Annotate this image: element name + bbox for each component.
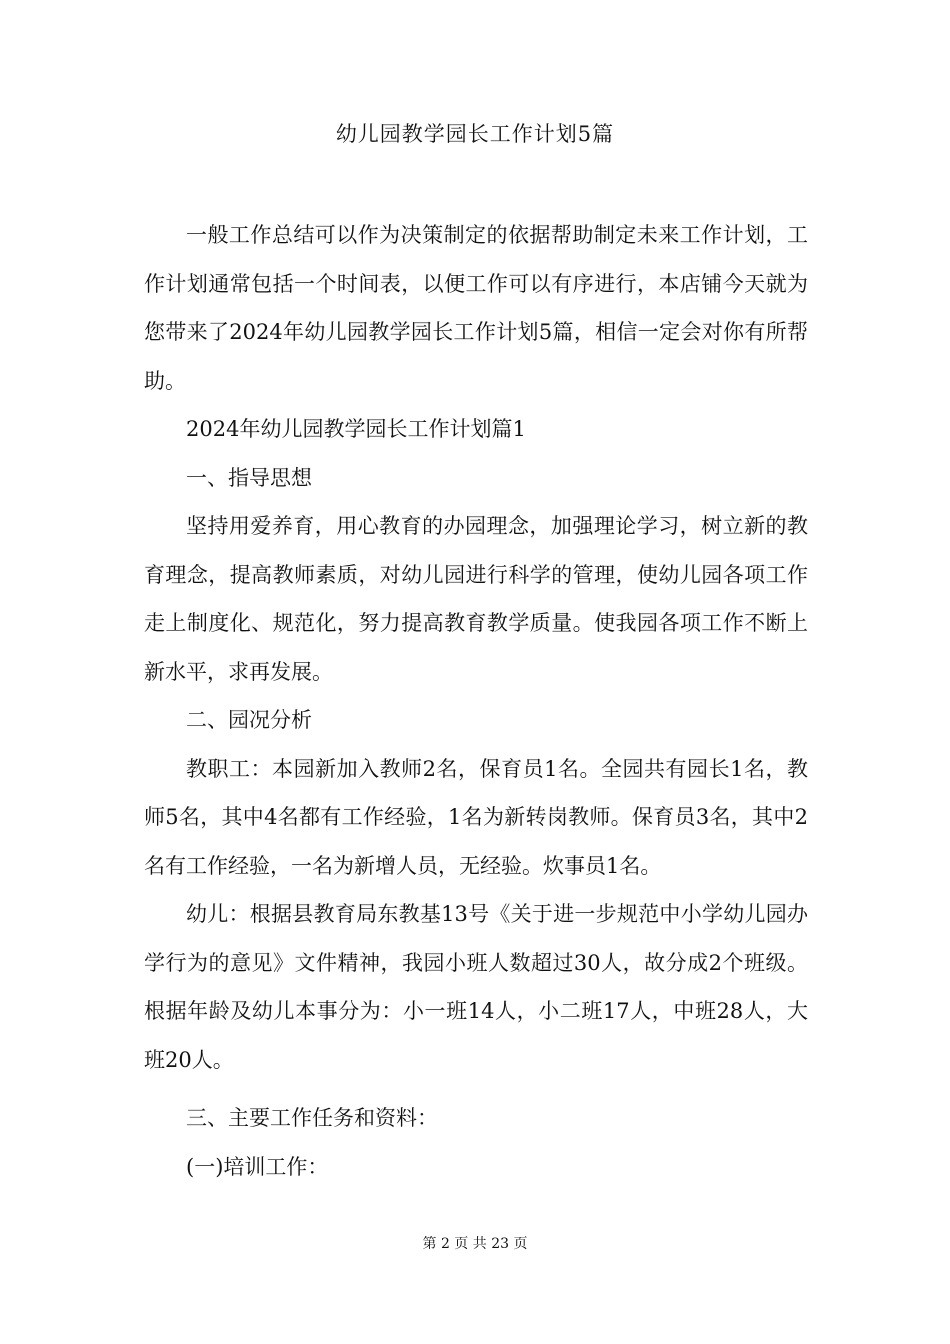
section-heading-plan-1: 2024年幼儿园教学园长工作计划篇1 bbox=[186, 417, 526, 441]
heading-situation-analysis: 二、园况分析 bbox=[186, 708, 312, 732]
document-title: 幼儿园教学园长工作计划5篇 bbox=[335, 122, 615, 146]
heading-guiding-ideology: 一、指导思想 bbox=[186, 465, 312, 490]
paragraph-children: 幼儿：根据县教育局东教基13号《关于进一步规范中小学幼儿园办学行为的意见》文件精神，我园小班人数超过30人，故分成2个班级。根据年龄及幼儿本事分为：小一班14人，小二班17人，中班28人，大班20人。 bbox=[144, 902, 808, 1072]
document-body bbox=[144, 211, 808, 1191]
paragraph-guiding-ideology: 坚持用爱养育，用心教育的办园理念，加强理论学习，树立新的教育理念，提高教师素质，对幼儿园进行科学的管理，使幼儿园各项工作走上制度化、规范化，努力提高教育教学质量。使我园各项工作不断上新水平，求再发展。 bbox=[144, 514, 808, 684]
heading-training-work: (一)培训工作： bbox=[186, 1154, 329, 1179]
page-number: 第 2 页 共 23 页 bbox=[422, 1236, 528, 1252]
paragraph-staff: 教职工：本园新加入教师2名，保育员1名。全园共有园长1名，教师5名，其中4名都有工作经验，1名为新转岗教师。保育员3名，其中2名有工作经验，一名为新增人员，无经验。炊事员1名。 bbox=[144, 756, 808, 878]
heading-main-tasks: 三、主要工作任务和资料： bbox=[186, 1106, 438, 1130]
intro-paragraph: 一般工作总结可以作为决策制定的依据帮助制定未来工作计划，工作计划通常包括一个时间表，以便工作可以有序进行，本店铺今天就为您带来了2024年幼儿园教学园长工作计划5篇，相信一定会对你有所帮助。 bbox=[144, 223, 808, 393]
